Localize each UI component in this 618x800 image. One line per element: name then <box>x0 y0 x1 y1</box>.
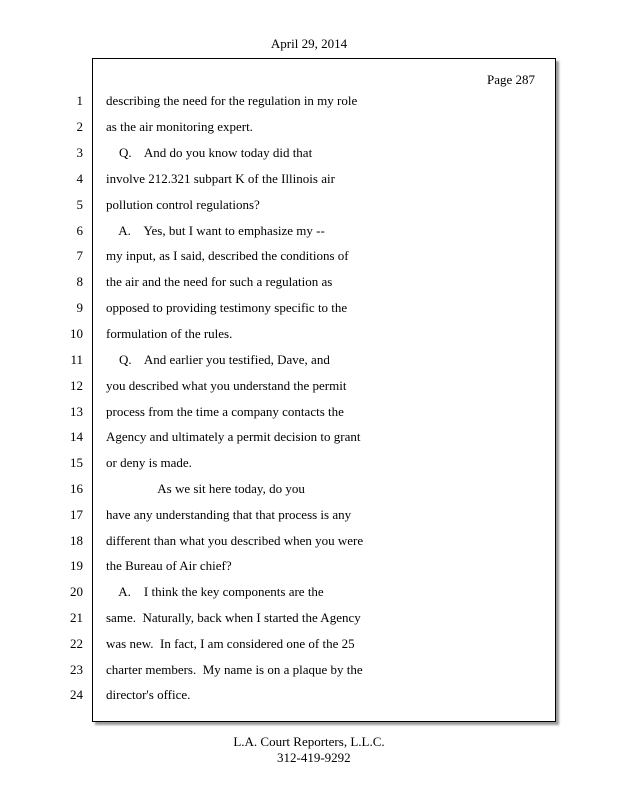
line-number: 3 <box>76 145 83 160</box>
line-text: pollution control regulations? <box>106 197 260 212</box>
line-text: Q. And earlier you testified, Dave, and <box>106 352 330 367</box>
line-number: 4 <box>76 171 83 186</box>
line-number: 11 <box>70 352 83 367</box>
line-number: 19 <box>70 558 83 573</box>
line-number: 16 <box>70 481 83 496</box>
line-number: 7 <box>76 248 83 263</box>
page-number: Page 287 <box>487 72 536 87</box>
line-text: same. Naturally, back when I started the Agency <box>106 610 361 625</box>
line-number: 2 <box>76 119 83 134</box>
line-number: 18 <box>70 533 83 548</box>
line-number: 12 <box>70 378 83 393</box>
line-text: the air and the need for such a regulation as <box>106 274 333 289</box>
line-text: my input, as I said, described the conditions of <box>106 248 349 263</box>
line-text: formulation of the rules. <box>106 326 233 341</box>
line-number: 13 <box>70 404 83 419</box>
line-text: A. I think the key components are the <box>106 584 324 599</box>
transcript-line <box>0 324 560 344</box>
line-number: 5 <box>76 197 83 212</box>
line-text: director's office. <box>106 687 191 702</box>
line-text: you described what you understand the permit <box>106 378 347 393</box>
line-text: involve 212.321 subpart K of the Illinois air <box>106 171 335 186</box>
line-number: 20 <box>70 584 83 599</box>
transcript-line <box>0 531 560 551</box>
transcript-line <box>0 195 560 215</box>
line-text: Agency and ultimately a permit decision to grant <box>106 429 361 444</box>
transcript-line <box>0 221 560 241</box>
transcript-line <box>0 117 560 137</box>
footer-phone: 312-419-9292 <box>277 750 351 765</box>
line-number: 23 <box>70 662 83 677</box>
line-number: 8 <box>76 274 83 289</box>
transcript-line <box>0 685 560 705</box>
transcript-line <box>0 246 560 266</box>
transcript-line <box>0 427 560 447</box>
line-number: 21 <box>70 610 83 625</box>
line-text: opposed to providing testimony specific to the <box>106 300 348 315</box>
line-number: 10 <box>70 326 83 341</box>
line-number: 17 <box>70 507 83 522</box>
transcript-line <box>0 350 560 370</box>
transcript-line <box>0 298 560 318</box>
line-text: have any understanding that that process is any <box>106 507 352 522</box>
line-text: as the air monitoring expert. <box>106 119 253 134</box>
transcript-line <box>0 91 560 111</box>
line-number: 14 <box>70 429 83 444</box>
transcript-line <box>0 556 560 576</box>
transcript-line <box>0 479 560 499</box>
line-text: the Bureau of Air chief? <box>106 558 232 573</box>
line-text: Q. And do you know today did that <box>106 145 313 160</box>
line-text: charter members. My name is on a plaque by the <box>106 662 363 677</box>
transcript-line <box>0 582 560 602</box>
line-number: 9 <box>76 300 83 315</box>
footer-company: L.A. Court Reporters, L.L.C. <box>233 734 385 749</box>
line-number: 1 <box>76 93 83 108</box>
transcript-line <box>0 272 560 292</box>
line-number: 22 <box>70 636 83 651</box>
line-number: 6 <box>76 223 83 238</box>
transcript-line <box>0 402 560 422</box>
line-text: different than what you described when you were <box>106 533 364 548</box>
transcript-line <box>0 608 560 628</box>
line-text: As we sit here today, do you <box>106 481 305 496</box>
line-text: or deny is made. <box>106 455 192 470</box>
transcript-line <box>0 453 560 473</box>
transcript-line <box>0 505 560 525</box>
transcript-line <box>0 634 560 654</box>
transcript-line <box>0 660 560 680</box>
line-text: A. Yes, but I want to emphasize my -- <box>106 223 325 238</box>
line-number: 24 <box>70 687 83 702</box>
transcript-line <box>0 169 560 189</box>
line-text: describing the need for the regulation in my role <box>106 93 358 108</box>
line-text: process from the time a company contacts the <box>106 404 344 419</box>
line-text: was new. In fact, I am considered one of the 25 <box>106 636 355 651</box>
transcript-line <box>0 376 560 396</box>
header-date: April 29, 2014 <box>270 36 348 51</box>
transcript-line <box>0 143 560 163</box>
line-number: 15 <box>70 455 83 470</box>
